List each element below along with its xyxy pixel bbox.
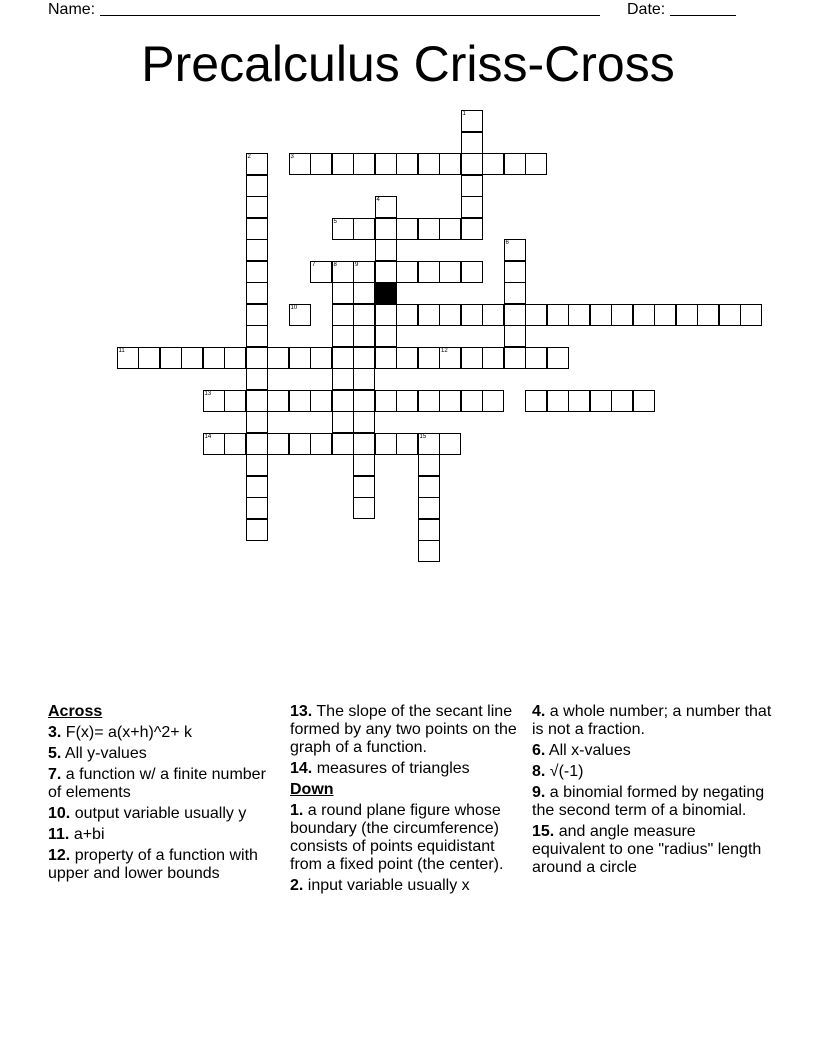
grid-cell[interactable] <box>332 411 354 433</box>
grid-cell[interactable] <box>396 261 418 283</box>
grid-cell[interactable] <box>439 304 461 326</box>
grid-cell[interactable] <box>353 261 375 283</box>
grid-cell[interactable] <box>396 218 418 240</box>
grid-cell[interactable] <box>590 304 612 326</box>
clue-number-label: 6 <box>505 240 509 246</box>
grid-cell[interactable] <box>289 433 311 455</box>
right-clues-column <box>532 703 772 880</box>
grid-cell[interactable] <box>375 433 397 455</box>
grid-cell[interactable] <box>504 325 526 347</box>
clue-text: a+bi <box>73 826 105 843</box>
grid-cell[interactable] <box>310 347 332 369</box>
grid-cell[interactable] <box>439 347 461 369</box>
grid-cell[interactable] <box>246 304 268 326</box>
clue-text: measures of triangles <box>316 760 470 777</box>
grid-cell[interactable] <box>504 282 526 304</box>
clue-number-label: 11 <box>118 347 125 354</box>
grid-cell[interactable] <box>310 153 332 175</box>
grid-cell[interactable] <box>267 433 289 455</box>
grid-cell[interactable] <box>310 390 332 412</box>
grid-cell[interactable] <box>353 325 375 347</box>
grid-cell[interactable] <box>525 304 547 326</box>
grid-cell[interactable] <box>181 347 203 369</box>
grid-cell[interactable] <box>246 196 268 218</box>
grid-cell[interactable] <box>525 347 547 369</box>
clue-number-label: 2 <box>247 154 251 160</box>
grid-cell[interactable] <box>332 368 354 390</box>
grid-cell[interactable] <box>461 304 483 326</box>
grid-cell[interactable] <box>353 304 375 326</box>
grid-cell[interactable] <box>203 347 225 369</box>
across-clue <box>48 766 278 802</box>
grid-cell[interactable] <box>246 411 268 433</box>
grid-cell[interactable] <box>246 175 268 197</box>
grid-cell[interactable] <box>547 347 569 369</box>
grid-cell[interactable] <box>246 519 268 541</box>
clue-text: a round plane figure whose boundary (the circumference) consists of points equidistant from a fixed point (the center). <box>290 802 504 873</box>
grid-cell[interactable] <box>461 261 483 283</box>
grid-cell[interactable] <box>504 239 526 261</box>
grid-cell[interactable] <box>117 347 139 369</box>
clue-number: 4. <box>532 703 546 720</box>
grid-cell[interactable] <box>267 390 289 412</box>
clue-text: a whole number; a number that is not a fraction. <box>532 703 772 738</box>
grid-cell[interactable] <box>353 497 375 519</box>
across-clue <box>48 724 278 742</box>
clue-number: 12. <box>48 847 71 864</box>
grid-cell[interactable] <box>418 519 440 541</box>
clue-text: a function w/ a finite number of elements <box>48 766 266 801</box>
grid-cell[interactable] <box>310 433 332 455</box>
grid-cell[interactable] <box>375 239 397 261</box>
grid-cell[interactable] <box>525 390 547 412</box>
grid-cell[interactable] <box>332 433 354 455</box>
grid-cell[interactable] <box>246 261 268 283</box>
grid-cell[interactable] <box>203 390 225 412</box>
grid-cell[interactable] <box>418 540 440 562</box>
clue-number-label: 3 <box>290 154 294 160</box>
grid-cell[interactable] <box>590 390 612 412</box>
clue-text: and angle measure equivalent to one "radius" length around a circle <box>532 823 762 876</box>
date-label: Date: <box>627 1 666 18</box>
name-label: Name: <box>48 1 96 18</box>
grid-cell[interactable] <box>547 304 569 326</box>
grid-cell[interactable] <box>439 153 461 175</box>
grid-cell[interactable] <box>246 433 268 455</box>
clue-text: F(x)= a(x+h)^2+ k <box>65 724 193 741</box>
grid-cell[interactable] <box>160 347 182 369</box>
clue-number: 14. <box>290 760 313 777</box>
grid-cell[interactable] <box>504 261 526 283</box>
grid-cell[interactable] <box>246 368 268 390</box>
clue-number-label: 8 <box>333 261 337 268</box>
grid-cell[interactable] <box>611 304 633 326</box>
grid-cell[interactable] <box>246 218 268 240</box>
grid-cell[interactable] <box>396 304 418 326</box>
across-heading: Across <box>48 703 103 720</box>
grid-cell[interactable] <box>246 239 268 261</box>
grid-cell[interactable] <box>676 304 698 326</box>
grid-cell[interactable] <box>353 433 375 455</box>
middle-clues-column <box>290 703 524 898</box>
across-clues-column <box>48 703 278 886</box>
clue-number-label: 15 <box>419 433 427 440</box>
down-clue <box>532 703 772 739</box>
grid-cell[interactable] <box>396 433 418 455</box>
clue-text: input variable usually x <box>307 877 470 894</box>
grid-cell[interactable] <box>332 153 354 175</box>
clue-number: 9. <box>532 784 546 801</box>
grid-cell[interactable] <box>439 261 461 283</box>
clue-number: 5. <box>48 745 62 762</box>
grid-cell[interactable] <box>246 476 268 498</box>
clue-number: 8. <box>532 763 546 780</box>
grid-cell[interactable] <box>246 325 268 347</box>
grid-cell[interactable] <box>418 390 440 412</box>
grid-cell[interactable] <box>439 218 461 240</box>
grid-cell[interactable] <box>418 433 440 455</box>
grid-cell[interactable] <box>461 390 483 412</box>
grid-cell[interactable] <box>418 476 440 498</box>
clue-number-label: 4 <box>376 197 380 203</box>
clue-number-label: 7 <box>312 261 316 268</box>
across-clue <box>48 805 278 823</box>
grid-cell[interactable] <box>353 218 375 240</box>
clue-number-label: 13 <box>204 390 212 397</box>
grid-cell[interactable] <box>482 304 504 326</box>
grid-cell[interactable] <box>568 304 590 326</box>
down-clue <box>532 784 772 820</box>
grid-cell[interactable] <box>461 218 483 240</box>
grid-cell[interactable] <box>353 347 375 369</box>
grid-cell[interactable] <box>289 304 311 326</box>
grid-cell[interactable] <box>611 390 633 412</box>
grid-cell[interactable] <box>353 476 375 498</box>
grid-cell[interactable] <box>353 282 375 304</box>
grid-cell[interactable] <box>482 153 504 175</box>
grid-cell[interactable] <box>246 347 268 369</box>
grid-cell[interactable] <box>224 433 246 455</box>
grid-cell[interactable] <box>547 390 569 412</box>
grid-cell[interactable] <box>375 304 397 326</box>
across-clue <box>48 826 278 844</box>
grid-cell[interactable] <box>375 347 397 369</box>
grid-cell[interactable] <box>633 390 655 412</box>
clue-number-label: 10 <box>290 304 298 311</box>
down-heading: Down <box>290 781 334 798</box>
grid-cell[interactable] <box>504 347 526 369</box>
grid-cell[interactable] <box>289 390 311 412</box>
grid-cell[interactable] <box>332 325 354 347</box>
grid-cell[interactable] <box>482 390 504 412</box>
grid-cell[interactable] <box>353 411 375 433</box>
down-clue <box>532 763 772 781</box>
clue-number-label: 5 <box>333 218 337 225</box>
grid-cell[interactable] <box>332 218 354 240</box>
clue-text: All y-values <box>64 745 147 762</box>
grid-cell[interactable] <box>568 390 590 412</box>
grid-cell[interactable] <box>224 390 246 412</box>
down-clue <box>290 802 524 874</box>
across-clue <box>290 760 524 778</box>
clue-number-label: 1 <box>462 111 466 117</box>
clue-number-label: 12 <box>441 347 448 354</box>
grid-cell[interactable] <box>332 304 354 326</box>
grid-cell[interactable] <box>418 497 440 519</box>
grid-cell[interactable] <box>396 390 418 412</box>
grid-cell[interactable] <box>461 175 483 197</box>
clue-text: The slope of the secant line formed by any two points on the graph of a function. <box>290 703 517 756</box>
grid-cell[interactable] <box>332 282 354 304</box>
clue-number-label: 9 <box>355 261 359 268</box>
grid-cell[interactable] <box>461 153 483 175</box>
across-clue <box>48 847 278 883</box>
page-title: Precalculus Criss-Cross <box>141 36 675 92</box>
grid-cell[interactable] <box>353 454 375 476</box>
grid-cell[interactable] <box>246 390 268 412</box>
grid-cell[interactable] <box>375 218 397 240</box>
grid-cell[interactable] <box>267 347 289 369</box>
grid-cell[interactable] <box>310 261 332 283</box>
grid-cell[interactable] <box>719 304 741 326</box>
clue-number: 1. <box>290 802 304 819</box>
clue-text: √(-1) <box>549 763 584 780</box>
grid-cell[interactable] <box>504 153 526 175</box>
grid-cell[interactable] <box>332 347 354 369</box>
down-clue <box>532 823 772 877</box>
grid-cell[interactable] <box>332 390 354 412</box>
grid-cell[interactable] <box>504 304 526 326</box>
grid-cell[interactable] <box>375 261 397 283</box>
grid-cell[interactable] <box>461 347 483 369</box>
grid-cell[interactable] <box>203 433 225 455</box>
grid-cell[interactable] <box>375 325 397 347</box>
grid-cell[interactable] <box>289 153 311 175</box>
clue-text: a binomial formed by negating the second term of a binomial. <box>532 784 765 819</box>
grid-cell[interactable] <box>418 304 440 326</box>
grid-cell[interactable] <box>418 218 440 240</box>
clue-number: 10. <box>48 805 71 822</box>
grid-cell[interactable] <box>246 454 268 476</box>
grid-cell[interactable] <box>654 304 676 326</box>
grid-cell[interactable] <box>418 261 440 283</box>
clue-text: output variable usually y <box>74 805 247 822</box>
grid-cell[interactable] <box>482 347 504 369</box>
across-clue <box>48 745 278 763</box>
grid-cell[interactable] <box>697 304 719 326</box>
grid-cell[interactable] <box>246 153 268 175</box>
grid-cell[interactable] <box>246 282 268 304</box>
clue-number: 15. <box>532 823 555 840</box>
clue-number: 3. <box>48 724 62 741</box>
black-cell <box>375 282 397 304</box>
grid-cell[interactable] <box>353 153 375 175</box>
grid-cell[interactable] <box>418 347 440 369</box>
grid-cell[interactable] <box>740 304 762 326</box>
grid-cell[interactable] <box>439 390 461 412</box>
grid-cell[interactable] <box>396 347 418 369</box>
grid-cell[interactable] <box>418 153 440 175</box>
grid-cell[interactable] <box>353 390 375 412</box>
grid-cell[interactable] <box>246 497 268 519</box>
grid-cell[interactable] <box>461 110 483 132</box>
grid-cell[interactable] <box>461 132 483 154</box>
grid-cell[interactable] <box>353 368 375 390</box>
grid-cell[interactable] <box>332 261 354 283</box>
grid-cell[interactable] <box>633 304 655 326</box>
grid-cell[interactable] <box>375 196 397 218</box>
across-clue <box>290 703 524 757</box>
down-clue <box>532 742 772 760</box>
grid-cell[interactable] <box>525 153 547 175</box>
grid-cell[interactable] <box>289 347 311 369</box>
grid-cell[interactable] <box>418 454 440 476</box>
clue-number: 13. <box>290 703 313 720</box>
clue-text: property of a function with upper and lower bounds <box>48 847 258 882</box>
clue-number: 7. <box>48 766 62 783</box>
clue-text: All x-values <box>548 742 631 759</box>
grid-cell[interactable] <box>461 196 483 218</box>
grid-cell[interactable] <box>375 390 397 412</box>
grid-cell[interactable] <box>439 433 461 455</box>
clue-number-label: 14 <box>204 433 212 440</box>
grid-cell[interactable] <box>396 153 418 175</box>
grid-cell[interactable] <box>224 347 246 369</box>
clue-number: 2. <box>290 877 304 894</box>
clue-number: 11. <box>48 826 70 843</box>
clue-number: 6. <box>532 742 546 759</box>
grid-cell[interactable] <box>138 347 160 369</box>
down-clue <box>290 877 524 895</box>
grid-cell[interactable] <box>375 153 397 175</box>
